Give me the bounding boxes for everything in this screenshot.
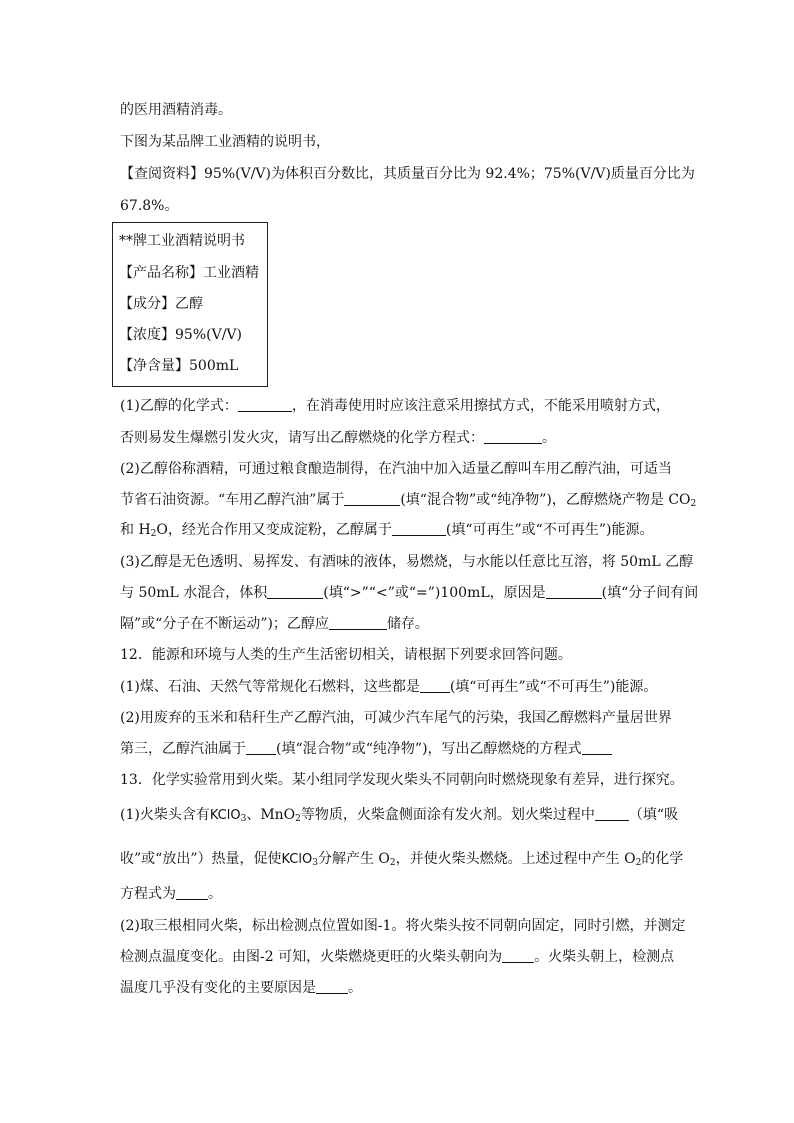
question-2-line-1: [120, 459, 672, 479]
subscript: 2: [295, 814, 301, 824]
answer-blank: [484, 429, 542, 444]
text: 。: [348, 980, 362, 996]
text: 方程式为: [120, 886, 176, 902]
subscript: 2: [389, 858, 396, 868]
spec-product-name: 【产品名称】工业酒精: [119, 265, 259, 281]
question-3-line-3: [120, 614, 429, 634]
text: 、MnO: [246, 807, 296, 823]
problem-13-stem: [120, 770, 684, 790]
text: 。火柴头朝上，检测点: [534, 949, 675, 965]
answer-blank: [238, 397, 292, 412]
text: (填“>”“<”或“=”)100mL，原因是: [323, 585, 546, 601]
question-2-line-3: [120, 520, 653, 540]
answer-blank: [344, 491, 400, 506]
text-line: [120, 196, 178, 216]
answer-blank: [546, 584, 602, 599]
text: 第三，乙醇汽油属于: [120, 741, 246, 757]
spec-net-volume: 【净含量】500mL: [119, 358, 239, 374]
text: 和 H: [120, 522, 151, 538]
problem-13-q1-line-2: [120, 849, 683, 869]
text: 13．化学实验常用到火柴。某小组同学发现火柴头不同朝向时燃烧现象有差异，进行探究。: [120, 772, 684, 788]
text: 与 50mL 水混合，体积: [120, 585, 268, 601]
text: (填“混合物”或“纯净物”)，乙醇燃烧产物是 CO: [400, 492, 691, 508]
text: 。: [542, 430, 556, 446]
text: 分解产生 O: [317, 851, 390, 867]
text: (1)火柴头含有: [120, 807, 210, 823]
answer-blank: [502, 948, 534, 963]
text: (2)用废弃的玉米和秸秆生产乙醇汽油，可减少汽车尾气的污染，我国乙醇燃料产量居世界: [120, 710, 672, 726]
text: 节省石油资源。“车用乙醇汽油”属于: [120, 492, 345, 508]
text: (填“可再生”或“不可再生”)能源。: [449, 679, 658, 695]
text: (填“可再生”或“不可再生”)能源。: [445, 522, 654, 538]
subscript: 2: [690, 499, 697, 509]
answer-blank: [420, 678, 450, 693]
text: 等物质，火柴盒侧面涂有发火剂。划火柴过程中: [300, 807, 595, 823]
spec-composition: 【成分】乙醇: [119, 296, 203, 312]
text: (3)乙醇是无色透明、易挥发、有酒味的液体，易燃烧，与水能以任意比互溶，将 50mL 乙醇: [120, 554, 694, 570]
answer-blank: [176, 885, 208, 900]
text: 否则易发生爆燃引发火灾，请写出乙醇燃烧的化学方程式：: [120, 430, 484, 446]
answer-blank: [595, 806, 629, 821]
problem-13-q2-line-1: [120, 916, 685, 936]
product-spec-box: [112, 222, 268, 387]
text-line: [120, 100, 232, 120]
text: (1)煤、石油、天然气等常规化石燃料，这些都是: [120, 679, 420, 695]
problem-12-q1: [120, 677, 657, 697]
text: (填“分子间有间: [601, 585, 699, 601]
formula: KClO: [281, 852, 313, 867]
subscript: 2: [635, 858, 642, 868]
text: (2)乙醇俗称酒精，可通过粮食酿造制得，在汽油中加入适量乙醇叫车用乙醇汽油，可适当: [120, 461, 672, 477]
text: ，在消毒使用时应该注意采用擦拭方式，不能采用喷射方式，: [291, 398, 670, 414]
text: 的医用酒精消毒。: [120, 102, 232, 118]
problem-13-q1-line-1: [120, 805, 678, 825]
text: (1)乙醇的化学式：: [120, 398, 238, 414]
text-line: [120, 132, 330, 152]
question-2-line-2: [120, 490, 696, 510]
text: 检测点温度变化。由图-2 可知，火柴燃烧更旺的火柴头朝向为: [120, 949, 503, 965]
answer-blank: [582, 740, 612, 755]
text: 12．能源和环境与人类的生产生活密切相关，请根据下列要求回答问题。: [120, 647, 572, 663]
question-1-line-2: [120, 428, 556, 448]
problem-13-q2-line-3: [120, 978, 362, 998]
text: 温度几乎没有变化的主要原因是: [120, 980, 316, 996]
text: 收”或“放出”）热量，促使: [120, 851, 282, 867]
answer-blank: [392, 521, 446, 536]
text: O，经光合作用又变成淀粉，乙醇属于: [156, 522, 392, 538]
answer-blank: [267, 584, 323, 599]
problem-13-q2-line-2: [120, 947, 674, 967]
text: 隔”或“分子在不断运动”)；乙醇应: [120, 616, 329, 632]
question-3-line-2: [120, 583, 698, 603]
spec-concentration: 【浓度】95%(V/V): [119, 327, 242, 343]
question-1-line-1: [120, 396, 670, 416]
text: 。: [208, 886, 222, 902]
problem-12-stem: [120, 645, 572, 665]
text: ，并使火柴头燃烧。上述过程中产生 O: [395, 851, 636, 867]
text: 【查阅资料】95%(V/V)为体积百分数比，其质量百分比为 92.4%；75%(V/V)质量百分比为: [120, 166, 695, 182]
subscript: 3: [240, 814, 247, 824]
answer-blank: [316, 979, 348, 994]
subscript: 3: [312, 858, 318, 868]
text: 67.8%。: [120, 198, 179, 214]
text: （填“吸: [628, 807, 679, 823]
text: 的化学: [641, 851, 684, 867]
answer-blank: [246, 740, 276, 755]
question-3-line-1: [120, 552, 693, 572]
text: (填“混合物”或“纯净物”)，写出乙醇燃烧的方程式: [276, 741, 582, 757]
subscript: 2: [150, 529, 157, 539]
text: 储存。: [386, 616, 429, 632]
reference-note: [120, 164, 695, 184]
text: 下图为某品牌工业酒精的说明书，: [120, 134, 330, 150]
problem-12-q2-line-2: [120, 739, 612, 759]
problem-13-q1-line-3: [120, 884, 222, 904]
problem-12-q2-line-1: [120, 708, 672, 728]
spec-title: **牌工业酒精说明书: [119, 233, 245, 249]
text: (2)取三根相同火柴，标出检测点位置如图-1。将火柴头按不同朝向固定，同时引燃，并测定: [120, 918, 686, 934]
formula: KClO: [209, 808, 241, 823]
answer-blank: [329, 615, 387, 630]
